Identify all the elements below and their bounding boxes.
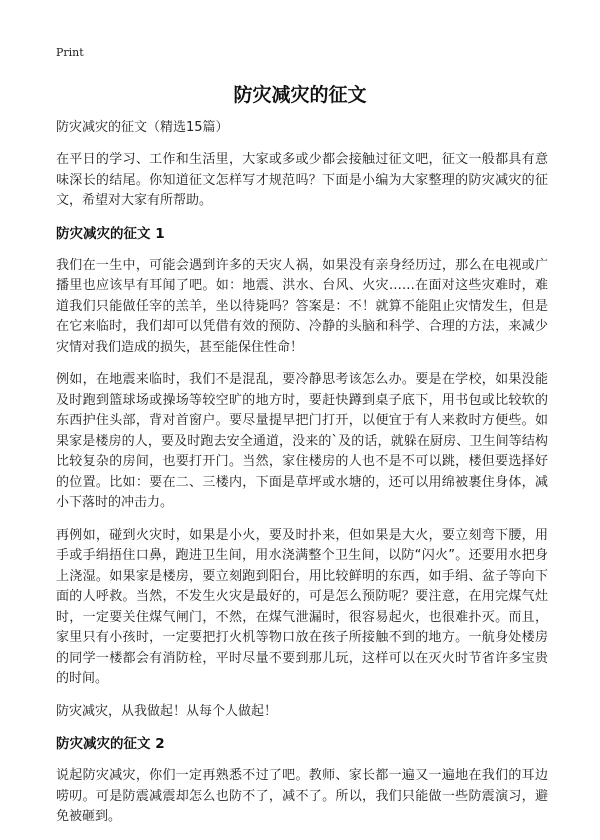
section-1-paragraph-3: 再例如，碰到火灾时，如果是小火，要及时扑来，但如果是大火，要立刻弯下腰，用手或手绢捂住口鼻，跑进卫生间，用水浇满整个卫生间，以防“闪火”。还要用水把身上浇湿。如果家是楼房，要立刻跑到阳台，用比较鲜明的东西，如手绢、盆子等向下面的人呼救。当然，不发生火灾是最好的，可是怎么预防呢？要注意，在用完煤气灶时，一定要关住煤气闸门，不然，在煤气泄漏时，很容易起火，也很难扑灭。而且，家里只有小孩时，一定要把打火机等物口放在孩子所接触不到的地方。一航身处楼房的同学一楼都会有消防栓，平时尽量不要到那儿玩，这样可以在灭火时节省许多宝贵的时间。 <box>56 527 548 686</box>
section-heading-2: 防灾减灾的征文 2 <box>56 736 165 752</box>
intro-paragraph: 在平日的学习、工作和生活里，大家或多或少都会接触过征文吧，征文一般都具有意味深长的结尾。你知道征文怎样写才规范吗？下面是小编为大家整理的防灾减灾的征文，希望对大家有所帮助。 <box>56 152 548 208</box>
section-heading-1: 防灾减灾的征文 1 <box>56 225 165 242</box>
section-1-paragraph-2: 例如，在地震来临时，我们不是混乱，要冷静思考该怎么办。要是在学校，如果没能及时跑到篮球场或操场等较空旷的地方时，要赶快蹲到桌子底下，用书包或比较软的东西护住头部，背对首窗户。要尽量提早把门打开，以便宜于有人来救时方便些。如果家是楼房的人，要及时跑去安全通道，没来的`及的话，就躲在厨房、卫生间等结构比较复杂的房间，也要打开门。当然，家住楼房的人也不是不可以跳，楼但要选择好的位置。比如：要在二、三楼内，下面是草坪或水塘的，还可以用绵被裹住身体，减小下落时的冲击力。 <box>56 372 548 510</box>
print-label[interactable]: Print <box>56 46 84 59</box>
article-subtitle: 防灾减灾的征文（精选15篇） <box>56 120 229 135</box>
section-1-paragraph-4: 防灾减灾，从我做起！从每个人做起！ <box>56 703 278 719</box>
article-body <box>56 118 548 840</box>
section-1-paragraph-1: 我们在一生中，可能会遇到许多的天灾人祸，如果没有亲身经历过，那么在电视或广播里也应该早有耳闻了吧。如：地震、洪水、台风、火灾……在面对这些灾难时，难道我们只能做任宰的羔羊，坐以待毙吗？答案是：不！就算不能阻止灾情发生，但是在它来临时，我们却可以凭借有效的预防、冷静的头脑和科学、合理的方法，来减少灾情对我们造成的损失，甚至能保住性命！ <box>56 257 548 355</box>
page-title: 防灾减灾的征文 <box>233 84 367 106</box>
section-2-paragraph-1: 说起防灾减灾，你们一定再熟悉不过了吧。教师、家长都一遍又一遍地在我们的耳边唠叨。可是防震减震却怎么也防不了，减不了。所以，我们只能做一些防震演习，避免被砸到。 <box>56 768 548 824</box>
